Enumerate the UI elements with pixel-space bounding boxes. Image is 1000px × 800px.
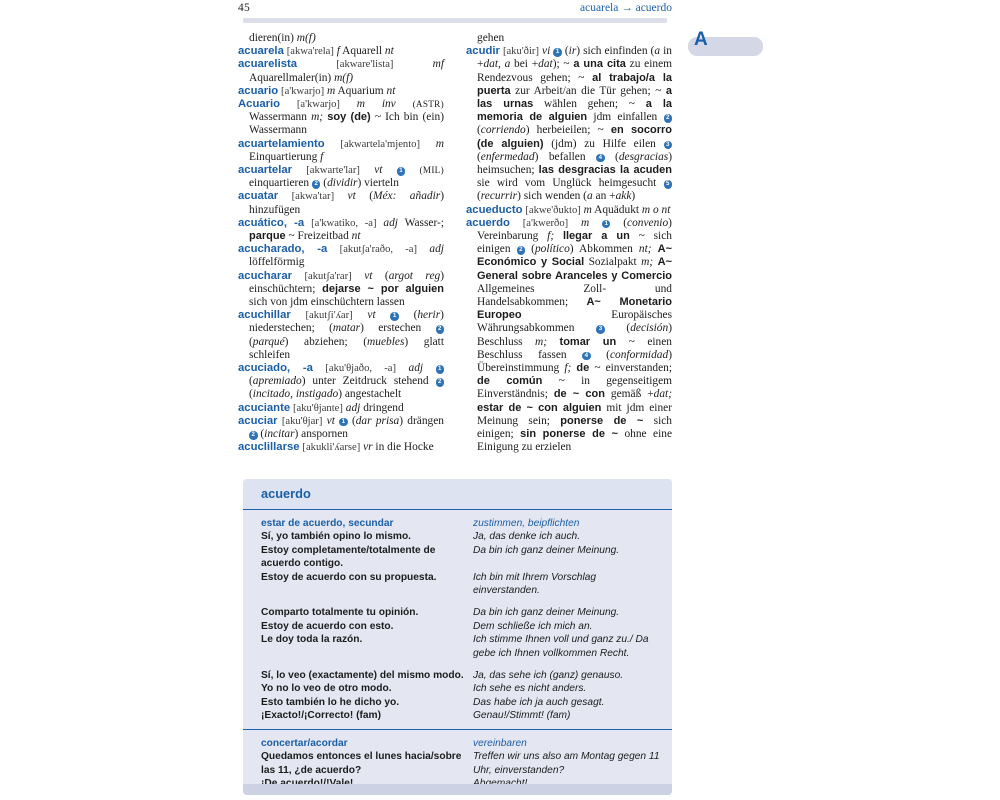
dictionary-entry: acuarela [akwa'rela] f Aquarell nt <box>238 45 394 58</box>
dictionary-entry: Acuario [a'kwarjo] m inv (ASTR) Wassermann m; soy (de) ~ Ich bin (ein) Wassermann <box>238 98 445 137</box>
phrase-source: Estoy de acuerdo con su propuesta. <box>261 571 437 583</box>
dictionary-column-left <box>238 32 444 455</box>
dictionary-entry: acuarelista [akware'lista] mf Aquarellmaler(in) m(f) <box>238 58 444 84</box>
phrase-source: Estoy completamente/totalmente de acuerdo contigo. <box>261 544 436 570</box>
phrase-target: Das habe ich ja auch gesagt. <box>473 696 605 708</box>
phrase-target: Ich sehe es nicht anders. <box>473 683 587 695</box>
running-head: acuarela → acuerdo <box>580 2 672 14</box>
dictionary-entry: dieren(in) m(f) <box>249 32 316 44</box>
phrase-row <box>261 606 660 619</box>
info-box-title: acuerdo <box>261 486 311 501</box>
dictionary-entry: acuerdo [a'kwerðo] m 1 (convenio) Vereinbarung f; llegar a un ~ sich einigen 2 (político) Abkommen nt; A~ Económico y Social Sozialpakt m; A~ General sobre Aranceles y Comercio Allgemeines Zoll- und Handelsabkommen; A~ Monetario Europeo Europäisches Währungsabkommen 3 (decisión) Beschluss m; tomar un ~ einen Beschluss fassen 4 (conformidad) Übereinstimmung f; de ~ einverstanden; de común ~ in gegenseitigem Einverständnis; de ~ con gemäß +dat; estar de ~ con alguien mit jdm einer Meinung sein; ponerse de ~ sich einigen; sin ponerse de ~ ohne eine Einigung zu erzielen <box>466 216 673 454</box>
info-box-section-heading <box>261 517 660 530</box>
phrase-row <box>261 544 660 571</box>
phrase-source: Esto también lo he dicho yo. <box>261 696 400 708</box>
phrase-source: Comparto totalmente tu opinión. <box>261 607 419 619</box>
phrase-source: ¡Exacto!/¡Correcto! (fam) <box>261 710 381 722</box>
phrase-source: Estoy de acuerdo con esto. <box>261 620 394 632</box>
phrase-source: Yo no lo veo de otro modo. <box>261 683 392 695</box>
info-box-section <box>243 510 672 727</box>
phrase-row <box>261 620 660 633</box>
page-number: 45 <box>238 2 250 14</box>
phrase-row <box>261 571 660 598</box>
phrase-target: Da bin ich ganz deiner Meinung. <box>473 544 620 556</box>
phrase-row <box>261 682 660 695</box>
phrase-source: Sí, yo también opino lo mismo. <box>261 531 411 543</box>
dictionary-entry: acuciante [aku'θjante] adj dringend <box>238 401 404 414</box>
dictionary-entry: acuatar [akwa'tar] vt (Méx: añadir) hinzufügen <box>238 190 444 216</box>
header-divider <box>243 18 667 23</box>
info-box <box>243 479 672 795</box>
dictionary-entry: acuartelar [akwarte'lar] vt 1 (MIL) einquartieren 2 (dividir) vierteln <box>238 164 444 190</box>
phrase-target: Da bin ich ganz deiner Meinung. <box>473 607 620 619</box>
letter-tab-label: A <box>694 29 709 50</box>
heading-source: estar de acuerdo, secundar <box>261 518 394 529</box>
phrase-row <box>261 530 660 543</box>
phrase-target: Genau!/Stimmt! (fam) <box>473 710 571 722</box>
phrase-row <box>261 709 660 722</box>
dictionary-entry: acuario [a'kwarjo] m Aquarium nt <box>238 84 396 97</box>
phrase-target: Ich bin mit Ihrem Vorschlag einverstanden. <box>473 571 597 597</box>
phrase-row <box>261 750 660 777</box>
phrase-row <box>261 696 660 709</box>
heading-target: vereinbaren <box>473 737 527 749</box>
phrase-target: Ja, das denke ich auch. <box>473 531 581 543</box>
phrase-target: Treffen wir uns also am Montag gegen 11 Uhr, einverstanden? <box>473 751 660 776</box>
phrase-row <box>261 669 660 682</box>
phrase-target: Dem schließe ich mich an. <box>473 620 593 632</box>
heading-target: zustimmen, beipflichten <box>473 518 580 529</box>
dictionary-entry: acucharar [akutʃa'rar] vt (argot reg) einschüchtern; dejarse ~ por alguien sich von jdm einschüchtern lassen <box>238 269 444 309</box>
page-header <box>238 2 672 18</box>
dictionary-entry: acuclillarse [akukli'ʎarse] vr in die Hocke <box>238 441 434 454</box>
dictionary-entry: acuciar [aku'θjar] vt 1 (dar prisa) drängen 2 (incitar) anspornen <box>238 414 444 441</box>
dictionary-entry: acuático, -a [a'kwatiko, -a] adj Wasser-; parque ~ Freizeitbad nt <box>238 216 444 243</box>
heading-source: concertar/acordar <box>261 737 348 749</box>
phrase-target: Ja, das sehe ich (ganz) genauso. <box>473 670 624 682</box>
dictionary-entry: gehen <box>477 32 505 44</box>
dictionary-entry: acudir [aku'ðir] vi 1 (ir) sich einfinden (a in +dat, a bei +dat); ~ a una cita zu einem Rendezvous gehen; ~ al trabajo/a la puerta zur Arbeit/an die Tür gehen; ~ a las urnas wählen gehen; ~ a la memoria de alguien jdm einfallen 2 (corriendo) herbeieilen; ~ en socorro (de alguien) (jdm) zu Hilfe eilen 3 (enfermedad) befallen 4 (desgracias) heimsuchen; las desgracias la acuden sie wird vom Unglück heimgesucht 5 (recurrir) sich wenden (a an +akk) <box>466 45 673 203</box>
dictionary-entry: acuchillar [akutʃi'ʎar] vt 1 (herir) niederstechen; (matar) erstechen 2 (parqué) abziehen; (muebles) glatt schleifen <box>238 309 444 361</box>
phrase-source: Sí, lo veo (exactamente) del mismo modo. <box>261 670 464 682</box>
phrase-source: Le doy toda la razón. <box>261 634 363 646</box>
info-box-footer <box>243 784 672 795</box>
dictionary-entry: acueducto [akwe'ðukto] m Aquädukt m o nt <box>466 203 671 216</box>
info-box-section-heading <box>261 737 660 750</box>
phrase-target: Ich stimme Ihnen voll und ganz zu./ Da gebe ich Ihnen vollkommen Recht. <box>473 634 649 659</box>
info-box-body <box>243 510 672 794</box>
dictionary-column-right <box>466 32 672 455</box>
dictionary-entry: acuartelamiento [akwartela'mjento] m Einquartierung f <box>238 137 444 163</box>
dictionary-entry: acuciado, -a [aku'θjaðo, -a] adj 1 (apremiado) unter Zeitdruck stehend 2 (incitado, instigado) angestachelt <box>238 362 444 402</box>
info-box-header <box>243 479 672 510</box>
phrase-source: Quedamos entonces el lunes hacia/sobre las 11, ¿de acuerdo? <box>261 751 462 776</box>
dictionary-entry: acucharado, -a [akutʃa'raðo, -a] adj löffelförmig <box>238 243 444 269</box>
phrase-row <box>261 633 660 660</box>
